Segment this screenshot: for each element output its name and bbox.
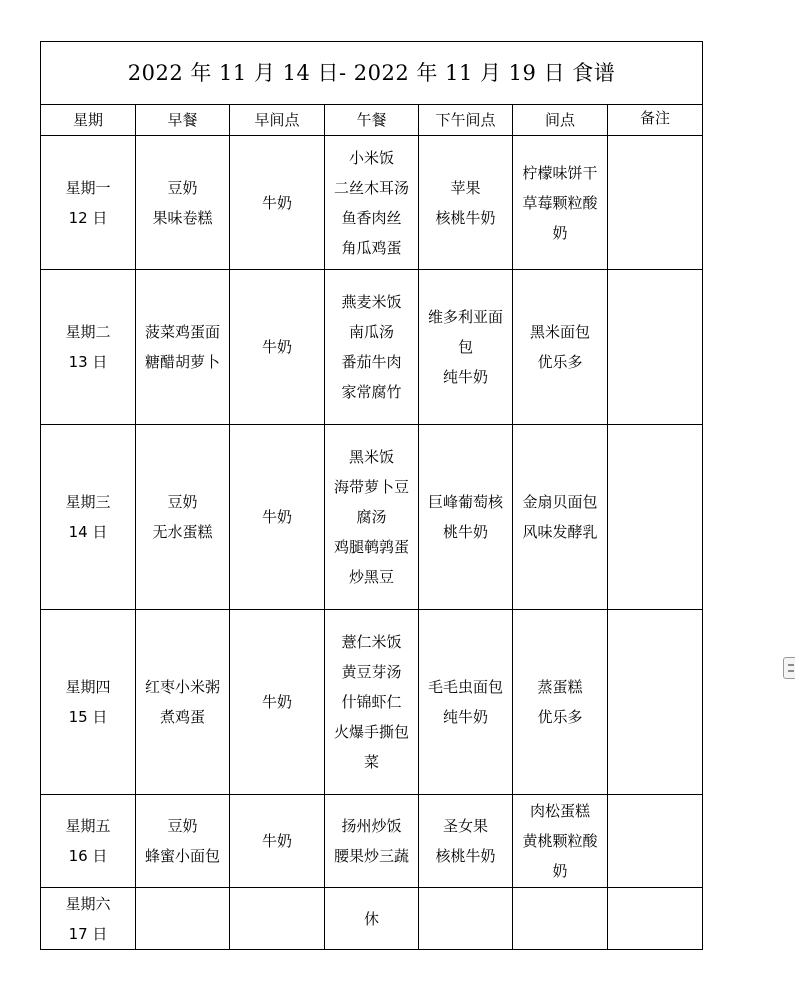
note-cell: [608, 425, 703, 610]
day-cell: [41, 270, 136, 425]
header-row: [41, 105, 703, 136]
table-row: [41, 795, 703, 888]
cell-line: 星期二: [65, 323, 111, 341]
day-cell: [41, 136, 136, 270]
morning-snack-cell: [230, 136, 325, 270]
table-row: [41, 425, 703, 610]
cell-line: 星期三: [65, 493, 111, 511]
cell-line: 牛奶: [261, 338, 292, 356]
cell-line: 豆奶: [167, 493, 198, 511]
cell-line: 核桃牛奶: [435, 847, 496, 865]
day-cell: [41, 610, 136, 795]
cell-line: 风味发酵乳: [522, 523, 598, 541]
cell-line: 奶: [552, 862, 568, 880]
afternoon-snack-cell: [419, 425, 513, 610]
cell-line: 鸡腿鹌鹑蛋: [333, 538, 409, 556]
header-breakfast: 早餐: [136, 105, 230, 136]
cell-line: 17 日: [68, 924, 108, 943]
cell-line: 纯牛奶: [442, 708, 488, 726]
cell-line: 扬州炒饭: [341, 817, 402, 835]
cell-line: 火爆手撕包: [333, 723, 409, 741]
cell-line: 海带萝卜豆: [333, 478, 409, 496]
cell-line: 牛奶: [261, 832, 292, 850]
cell-line: 红枣小米粥: [144, 678, 220, 696]
lunch-cell: [325, 270, 419, 425]
cell-line: 黄桃颗粒酸: [522, 832, 598, 850]
cell-line: 无水蛋糕: [152, 523, 213, 541]
afternoon-snack-cell: [419, 136, 513, 270]
day-cell: [41, 888, 136, 950]
cell-line: 维多利亚面: [427, 308, 503, 326]
menu-body: [41, 136, 703, 950]
cell-line: 薏仁米饭: [341, 633, 402, 651]
cell-line: 优乐多: [537, 353, 583, 371]
cell-line: 小米饭: [348, 148, 394, 167]
note-cell: [608, 610, 703, 795]
cell-line: 16 日: [68, 847, 108, 865]
morning-snack-cell: [230, 795, 325, 888]
snack-cell: [513, 425, 608, 610]
table-row: [41, 136, 703, 270]
note-cell: [608, 136, 703, 270]
cell-line: 金扇贝面包: [522, 493, 598, 511]
morning-snack-cell: [230, 610, 325, 795]
note-cell: [608, 795, 703, 888]
lunch-cell: [325, 136, 419, 270]
cell-line: 番茄牛肉: [341, 353, 402, 371]
cell-line: 牛奶: [261, 508, 292, 526]
breakfast-cell: [136, 136, 230, 270]
cell-line: 13 日: [68, 353, 108, 371]
cell-line: 黑米饭: [348, 448, 394, 466]
cell-line: 肉松蛋糕: [529, 802, 590, 820]
snack-cell: [513, 795, 608, 888]
header-afternoon-snack: 下午间点: [419, 105, 513, 136]
day-cell: [41, 425, 136, 610]
cell-line: 腰果炒三蔬: [333, 847, 409, 865]
cell-line: 蜂蜜小面包: [144, 847, 220, 865]
cell-line: 二丝木耳汤: [333, 178, 409, 197]
snack-cell: [513, 136, 608, 270]
cell-line: 星期五: [65, 817, 111, 835]
cell-line: 煮鸡蛋: [159, 708, 205, 726]
table-row: [41, 610, 703, 795]
cell-line: 豆奶: [167, 817, 198, 835]
cell-line: 糖醋胡萝卜: [144, 353, 220, 371]
afternoon-snack-cell: [419, 888, 513, 950]
cell-line: 果味卷糕: [152, 208, 213, 227]
breakfast-cell: [136, 270, 230, 425]
lunch-cell: [325, 610, 419, 795]
cell-line: 蒸蛋糕: [537, 678, 583, 696]
header-note: 备注: [608, 105, 703, 136]
cell-line: 角瓜鸡蛋: [341, 238, 402, 257]
cell-line: 12 日: [68, 208, 108, 227]
header-lunch: 午餐: [325, 105, 419, 136]
cell-line: 南瓜汤: [348, 323, 394, 341]
afternoon-snack-cell: [419, 610, 513, 795]
cell-line: 鱼香肉丝: [341, 208, 402, 227]
lunch-cell: [325, 888, 419, 950]
morning-snack-cell: [230, 270, 325, 425]
cell-line: 星期一: [65, 178, 111, 197]
cell-line: 黑米面包: [529, 323, 590, 341]
cell-line: 休: [363, 909, 379, 928]
cell-line: 星期六: [65, 894, 111, 913]
header-day: 星期: [41, 105, 136, 136]
note-cell: [608, 888, 703, 950]
breakfast-cell: [136, 795, 230, 888]
cell-line: 牛奶: [261, 693, 292, 711]
cell-line: 优乐多: [537, 708, 583, 726]
grip-icon: [788, 664, 794, 672]
afternoon-snack-cell: [419, 270, 513, 425]
cell-line: 家常腐竹: [341, 383, 402, 401]
cell-line: 巨峰葡萄核: [427, 493, 503, 511]
cell-line: 包: [457, 338, 473, 356]
cell-line: 菠菜鸡蛋面: [144, 323, 220, 341]
afternoon-snack-cell: [419, 795, 513, 888]
cell-line: 奶: [552, 223, 568, 242]
lunch-cell: [325, 795, 419, 888]
cell-line: 毛毛虫面包: [427, 678, 503, 696]
cell-line: 14 日: [68, 523, 108, 541]
cell-line: 黄豆芽汤: [341, 663, 402, 681]
snack-cell: [513, 610, 608, 795]
table-row: [41, 270, 703, 425]
cell-line: 什锦虾仁: [341, 693, 402, 711]
cell-line: 牛奶: [261, 193, 292, 212]
side-panel-tab[interactable]: [783, 657, 795, 679]
snack-cell: [513, 270, 608, 425]
header-morning-snack: 早间点: [230, 105, 325, 136]
cell-line: 15 日: [68, 708, 108, 726]
cell-line: 菜: [363, 753, 379, 771]
breakfast-cell: [136, 610, 230, 795]
day-cell: [41, 795, 136, 888]
breakfast-cell: [136, 425, 230, 610]
page-title: 2022 年 11 月 14 日- 2022 年 11 月 19 日 食谱: [41, 42, 703, 105]
cell-line: 星期四: [65, 678, 111, 696]
morning-snack-cell: [230, 888, 325, 950]
cell-line: 苹果: [450, 178, 481, 197]
cell-line: 腐汤: [356, 508, 387, 526]
note-cell: [608, 270, 703, 425]
cell-line: 炒黑豆: [348, 568, 394, 586]
lunch-cell: [325, 425, 419, 610]
cell-line: 燕麦米饭: [341, 293, 402, 311]
cell-line: 纯牛奶: [442, 368, 488, 386]
breakfast-cell: [136, 888, 230, 950]
cell-line: 柠檬味饼干: [522, 163, 598, 182]
table-row: [41, 888, 703, 950]
snack-cell: [513, 888, 608, 950]
cell-line: 豆奶: [167, 178, 198, 197]
menu-table: [40, 41, 703, 950]
cell-line: 桃牛奶: [442, 523, 488, 541]
cell-line: 核桃牛奶: [435, 208, 496, 227]
header-snack: 间点: [513, 105, 608, 136]
morning-snack-cell: [230, 425, 325, 610]
cell-line: 草莓颗粒酸: [522, 193, 598, 212]
cell-line: 圣女果: [442, 817, 488, 835]
